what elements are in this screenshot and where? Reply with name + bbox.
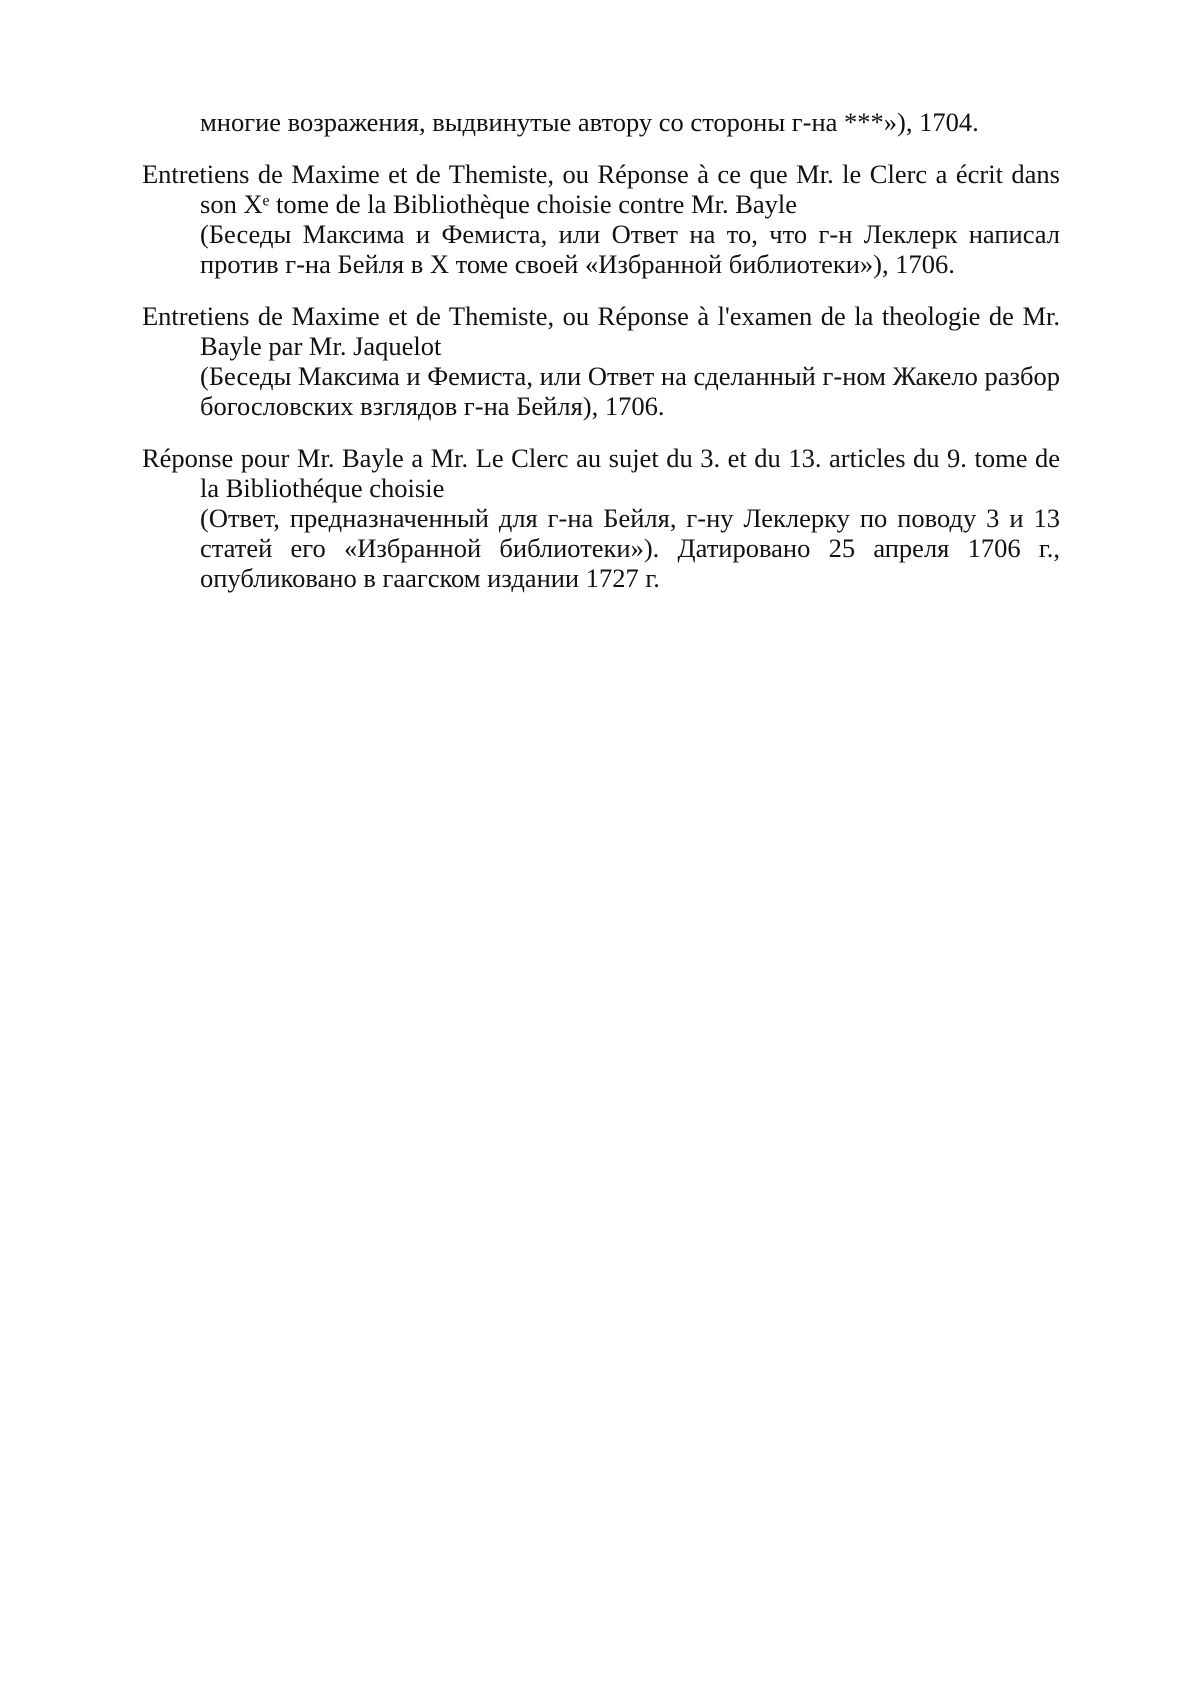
- bibliography-list: [142, 107, 1060, 615]
- entry-translation: (Беседы Максима и Фемиста, или Ответ на то, что г-н Леклерк написал против г-на Бейля в X томе своей «Избранной библиотеки»), 1706.: [200, 219, 1060, 279]
- entry-title: Réponse pour Mr. Bayle a Mr. Le Clerc au sujet du 3. et du 13. articles du 9. tome de la Bibliothéque choisie: [142, 443, 1060, 503]
- bibliography-entry: [142, 159, 1060, 279]
- continued-entry-text: многие возражения, выдвинутые автору со стороны г-на ***»), 1704.: [200, 107, 979, 137]
- entry-title: Entretiens de Maxime et de Themiste, ou Réponse à ce que Mr. le Clerc a écrit dans son Xᵉ tome de la Bibliothèque choisie contre Mr. Bayle: [142, 159, 1060, 219]
- entry-translation: (Ответ, предназначенный для г-на Бейля, г-ну Леклерку по поводу 3 и 13 статей его «Избранной библиотеки»). Датировано 25 апреля 1706 г., опубликовано в гаагском издании 1727 г.: [200, 503, 1060, 593]
- bibliography-entry: [142, 443, 1060, 593]
- bibliography-entry: [142, 301, 1060, 421]
- entry-title: Entretiens de Maxime et de Themiste, ou Réponse à l'examen de la theologie de Mr. Bayle par Mr. Jaquelot: [142, 301, 1060, 361]
- entry-translation: (Беседы Максима и Фемиста, или Ответ на сделанный г-ном Жакело разбор богословских взглядов г-на Бейля), 1706.: [200, 361, 1060, 421]
